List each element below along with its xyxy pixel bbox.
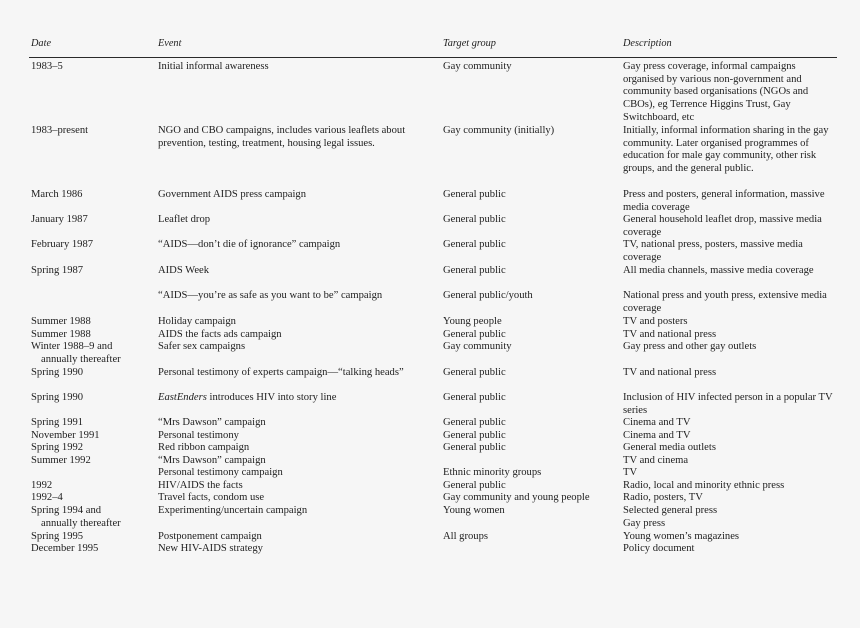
description-cell: Selected general press [623,505,718,516]
event-cell [158,492,436,505]
event-cell [158,417,436,430]
header-rule [29,57,837,58]
description-cell: Cinema and TV [623,430,691,441]
date-line: March 1986 [31,189,83,200]
header-description: Description [623,38,672,49]
date-cell [31,455,149,468]
event-text: “Mrs Dawson” campaign [158,417,266,428]
date-line: Summer 1988 [31,316,91,327]
target-group-cell: General public [443,329,506,340]
event-cell [158,239,436,252]
event-cell [158,442,436,455]
description-cell: Gay press [623,518,666,529]
target-group-cell: General public [443,480,506,491]
date-line: December 1995 [31,543,99,554]
description-cell: Cinema and TV [623,417,691,428]
date-cell [31,239,149,252]
date-cell [31,543,149,556]
event-cell [158,367,436,380]
event-cell [158,316,436,329]
target-group-cell: General public [443,417,506,428]
date-line: Spring 1995 [31,531,84,542]
event-text: Red ribbon campaign [158,442,250,453]
date-line: Winter 1988–9 and [31,341,113,352]
event-cell [158,189,436,202]
description-cell: Young women’s magazines [623,531,740,542]
description-cell: Gay press coverage, informal campaigns organised by various non-government and community based organisations (NGOs and CBOs), eg Terrence Higgins Trust, Gay Switchboard, etc [623,61,809,123]
description-cell: TV [623,467,638,478]
date-line: annually thereafter [41,517,121,529]
event-cell [158,543,436,556]
target-group-cell: Gay community (initially) [443,125,555,136]
header-event: Event [158,38,182,49]
date-cell [31,442,149,455]
date-cell [31,316,149,329]
date-cell [31,492,149,505]
date-line: 1983–present [31,125,89,136]
target-group-cell: All groups [443,531,489,542]
date-cell [31,341,149,366]
description-cell: TV, national press, posters, massive media coverage [623,239,803,263]
description-cell: Inclusion of HIV infected person in a popular TV series [623,392,833,416]
event-text: AIDS the facts ads campaign [158,329,282,340]
event-cell [158,214,436,227]
date-cell [31,214,149,227]
target-group-cell: General public [443,367,506,378]
target-group-cell: Gay community and young people [443,492,590,503]
description-cell: Radio, posters, TV [623,492,703,503]
event-text: AIDS Week [158,265,210,276]
date-cell [31,367,149,380]
event-cell [158,531,436,544]
date-cell [31,531,149,544]
date-cell [31,329,149,342]
event-cell [158,480,436,493]
event-cell [158,61,436,74]
target-group-cell: Ethnic minority groups [443,467,542,478]
event-text: Government AIDS press campaign [158,189,306,200]
date-cell [31,480,149,493]
event-text: New HIV-AIDS strategy [158,543,263,554]
event-cell [158,341,436,354]
event-text: “AIDS—you’re as safe as you want to be” campaign [158,290,383,301]
event-cell [158,505,436,518]
date-line: Spring 1991 [31,417,84,428]
description-cell: TV and national press [623,329,717,340]
target-group-cell: General public [443,265,506,276]
date-cell [31,265,149,278]
date-line: Summer 1988 [31,329,91,340]
description-cell: TV and posters [623,316,688,327]
target-group-cell: Gay community [443,61,512,72]
event-text: “AIDS—don’t die of ignorance” campaign [158,239,341,250]
date-line: Spring 1990 [31,392,84,403]
description-cell: Press and posters, general information, massive media coverage [623,189,825,213]
date-cell [31,417,149,430]
description-cell: TV and national press [623,367,717,378]
date-line: Spring 1992 [31,442,84,453]
date-cell [31,392,149,405]
target-group-cell: Young women [443,505,505,516]
event-text: NGO and CBO campaigns, includes various leaflets about prevention, testing, treatment, housing legal issues. [158,125,406,149]
event-text: Experimenting/uncertain campaign [158,505,308,516]
date-line: Spring 1994 and [31,505,102,516]
event-text: introduces HIV into story line [206,392,337,403]
event-text: Holiday campaign [158,316,236,327]
date-line: January 1987 [31,214,88,225]
header-target-group: Target group [443,38,496,49]
description-cell: National press and youth press, extensive media coverage [623,290,827,314]
event-cell [158,430,436,443]
event-cell [158,392,436,405]
description-cell: Policy document [623,543,695,554]
target-group-cell: General public [443,392,506,403]
event-text: Personal testimony of experts campaign—“talking heads” [158,367,404,378]
description-cell: All media channels, massive media coverage [623,265,814,276]
target-group-cell: General public [443,239,506,250]
description-cell: Gay press and other gay outlets [623,341,757,352]
date-cell [31,505,149,530]
target-group-cell: General public [443,430,506,441]
event-text: HIV/AIDS the facts [158,480,243,491]
date-line: Spring 1990 [31,367,84,378]
header-date: Date [31,38,52,49]
event-text: Personal testimony [158,430,239,441]
date-line: 1992 [31,480,53,491]
date-cell [31,430,149,443]
event-text: Leaflet drop [158,214,211,225]
date-cell [31,189,149,202]
date-line: Spring 1987 [31,265,84,276]
event-italic-title: EastEnders [158,392,207,403]
target-group-cell: General public [443,442,506,453]
event-cell [158,455,436,468]
event-cell [158,125,436,150]
event-cell [158,329,436,342]
event-text: Travel facts, condom use [158,492,265,503]
date-line: annually thereafter [41,353,121,365]
description-cell: TV and cinema [623,455,689,466]
target-group-cell: Gay community [443,341,512,352]
event-cell [158,290,436,303]
date-line: 1992–4 [31,492,63,503]
description-cell: Initially, informal information sharing in the gay community. Later organised programmes of education for male gay community, other risk groups, and the general public. [623,125,829,175]
date-line: November 1991 [31,430,100,441]
target-group-cell: General public [443,189,506,200]
event-text: “Mrs Dawson” campaign [158,455,266,466]
target-group-cell: General public/youth [443,290,533,301]
target-group-cell: General public [443,214,506,225]
event-cell [158,467,436,480]
description-cell: General household leaflet drop, massive media coverage [623,214,822,238]
event-text: Initial informal awareness [158,61,269,72]
date-line: Summer 1992 [31,455,91,466]
event-text: Safer sex campaigns [158,341,246,352]
event-text: Personal testimony campaign [158,467,283,478]
date-cell [31,125,149,138]
date-cell [31,61,149,74]
date-line: 1983–5 [31,61,63,72]
event-cell [158,265,436,278]
target-group-cell: Young people [443,316,502,327]
date-line: February 1987 [31,239,94,250]
description-cell: General media outlets [623,442,716,453]
event-text: Postponement campaign [158,531,262,542]
description-cell: Radio, local and minority ethnic press [623,480,785,491]
